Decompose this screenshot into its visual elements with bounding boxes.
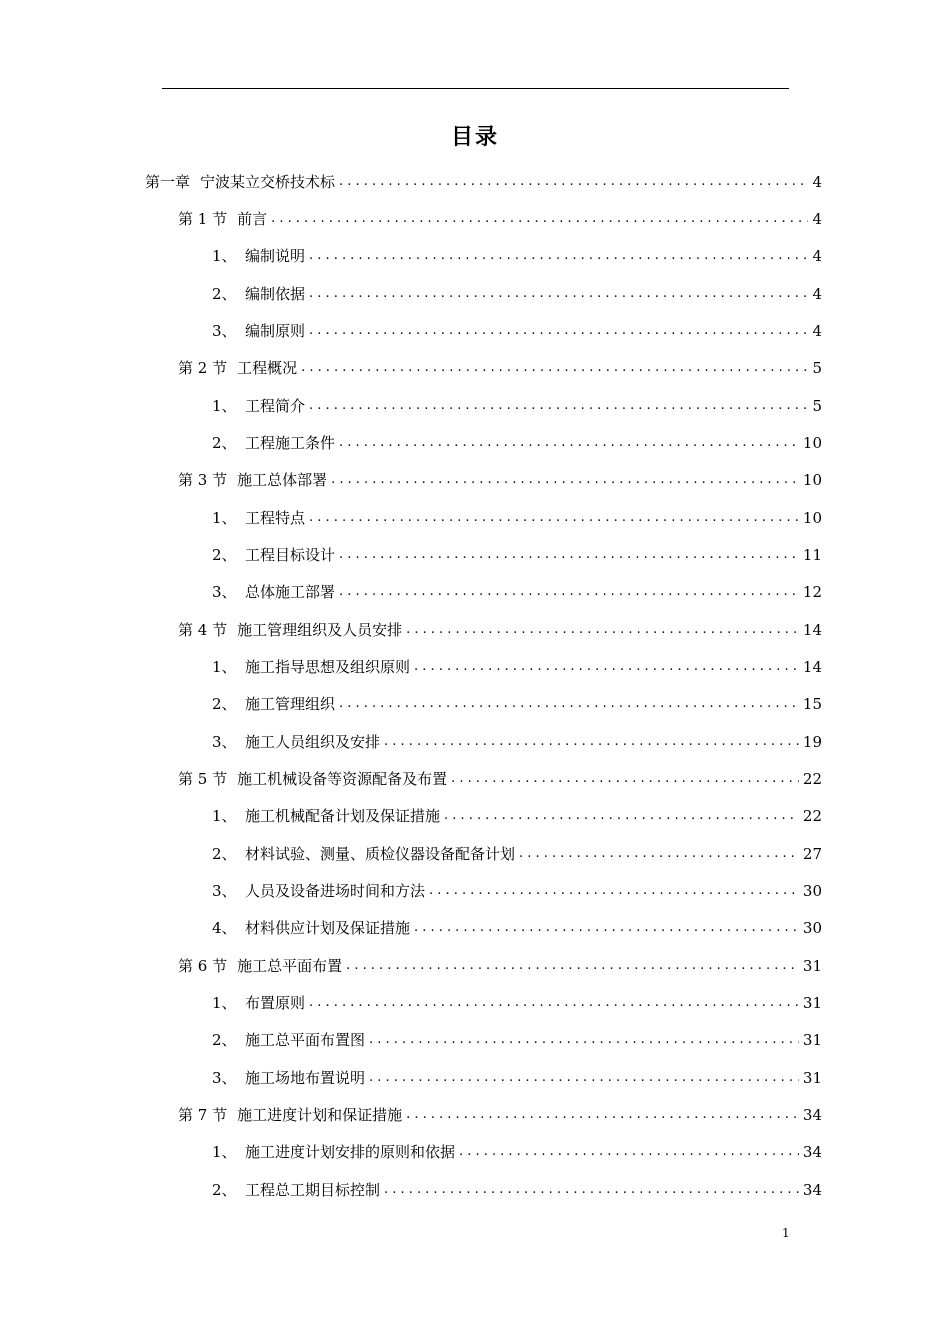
toc-entry-page: 31 — [802, 1069, 822, 1087]
page-number: 1 — [782, 1226, 790, 1240]
toc-entry-page: 5 — [812, 397, 822, 415]
toc-entry-section-1[interactable] — [178, 207, 822, 229]
toc-entry-section-2[interactable] — [178, 356, 822, 378]
toc-entry-number: 3、 — [212, 322, 237, 340]
toc-entry-text: 工程总工期目标控制 — [245, 1181, 381, 1199]
toc-entry-number: 2、 — [212, 1031, 237, 1049]
dot-leader — [339, 433, 799, 453]
toc-entry-page: 34 — [802, 1106, 822, 1124]
dot-leader — [309, 993, 799, 1013]
toc-entry-item[interactable] — [212, 431, 822, 453]
toc-entry-number: 1、 — [212, 807, 237, 825]
toc-entry-text: 施工场地布置说明 — [245, 1069, 366, 1087]
toc-entry-page: 30 — [802, 919, 822, 937]
toc-entry-text: 施工总平面布置 — [237, 957, 343, 975]
toc-entry-section-6[interactable] — [178, 954, 822, 976]
toc-entry-page: 4 — [812, 285, 822, 303]
toc-entry-text: 施工指导思想及组织原则 — [245, 658, 411, 676]
toc-entry-number: 2、 — [212, 1181, 237, 1199]
toc-entry-number: 1、 — [212, 994, 237, 1012]
dot-leader — [459, 1142, 799, 1162]
toc-entry-text: 布置原则 — [245, 994, 306, 1012]
toc-entry-item[interactable] — [212, 1066, 822, 1088]
toc-entry-number: 2、 — [212, 546, 237, 564]
toc-entry-page: 10 — [802, 471, 822, 489]
toc-entry-text: 工程施工条件 — [245, 434, 336, 452]
toc-entry-text: 材料供应计划及保证措施 — [245, 919, 411, 937]
toc-entry-item[interactable] — [212, 1178, 822, 1200]
toc-entry-number: 第 3 节 — [178, 471, 228, 489]
toc-entry-number: 3、 — [212, 733, 237, 751]
toc-entry-item[interactable] — [212, 730, 822, 752]
toc-entry-text: 人员及设备进场时间和方法 — [245, 882, 426, 900]
toc-entry-page: 31 — [802, 1031, 822, 1049]
toc-entry-text: 施工管理组织及人员安排 — [237, 621, 403, 639]
toc-entry-text: 施工机械设备等资源配备及布置 — [237, 770, 448, 788]
dot-leader — [309, 508, 799, 528]
toc-entry-text: 施工进度计划和保证措施 — [237, 1106, 403, 1124]
toc-entry-text: 施工管理组织 — [245, 695, 336, 713]
toc-entry-item[interactable] — [212, 1140, 822, 1162]
toc-entry-item[interactable] — [212, 282, 822, 304]
toc-entry-number: 1、 — [212, 247, 237, 265]
dot-leader — [384, 1180, 799, 1200]
toc-entry-page: 27 — [802, 845, 822, 863]
toc-entry-page: 30 — [802, 882, 822, 900]
dot-leader — [519, 844, 799, 864]
toc-entry-page: 34 — [802, 1143, 822, 1161]
toc-entry-text: 施工进度计划安排的原则和依据 — [245, 1143, 456, 1161]
toc-entry-chapter-1[interactable] — [145, 170, 822, 192]
toc-entry-item[interactable] — [212, 842, 822, 864]
toc-entry-number: 第 2 节 — [178, 359, 228, 377]
toc-entry-number: 第 1 节 — [178, 210, 228, 228]
toc-entry-text: 施工总平面布置图 — [245, 1031, 366, 1049]
dot-leader — [451, 769, 799, 789]
toc-entry-page: 15 — [802, 695, 822, 713]
toc-entry-item[interactable] — [212, 580, 822, 602]
toc-entry-number: 3、 — [212, 882, 237, 900]
dot-leader — [339, 545, 799, 565]
toc-entry-item[interactable] — [212, 1028, 822, 1050]
dot-leader — [339, 582, 799, 602]
toc-entry-item[interactable] — [212, 692, 822, 714]
toc-entry-page: 22 — [802, 770, 822, 788]
toc-entry-number: 第 5 节 — [178, 770, 228, 788]
toc-entry-text: 工程目标设计 — [245, 546, 336, 564]
toc-entry-item[interactable] — [212, 991, 822, 1013]
toc-entry-page: 34 — [802, 1181, 822, 1199]
toc-entry-number: 3、 — [212, 583, 237, 601]
toc-entry-item[interactable] — [212, 319, 822, 341]
toc-entry-number: 4、 — [212, 919, 237, 937]
dot-leader — [309, 284, 808, 304]
toc-title: 目录 — [450, 125, 499, 150]
dot-leader — [346, 956, 799, 976]
toc-entry-page: 10 — [802, 509, 822, 527]
toc-entry-item[interactable] — [212, 506, 822, 528]
toc-entry-text: 工程简介 — [245, 397, 306, 415]
dot-leader — [339, 172, 808, 192]
dot-leader — [406, 1105, 799, 1125]
toc-entry-number: 第 7 节 — [178, 1106, 228, 1124]
toc-entry-text: 总体施工部署 — [245, 583, 336, 601]
toc-entry-page: 19 — [802, 733, 822, 751]
dot-leader — [331, 470, 799, 490]
dot-leader — [309, 396, 808, 416]
toc-entry-text: 施工人员组织及安排 — [245, 733, 381, 751]
dot-leader — [369, 1068, 799, 1088]
toc-entry-text: 宁波某立交桥技术标 — [200, 173, 336, 191]
toc-entry-number: 1、 — [212, 397, 237, 415]
toc-entry-text: 施工总体部署 — [237, 471, 328, 489]
toc-entry-text: 前言 — [237, 210, 268, 228]
toc-entry-item[interactable] — [212, 804, 822, 826]
dot-leader — [309, 321, 808, 341]
dot-leader — [406, 620, 799, 640]
toc-entry-page: 14 — [802, 658, 822, 676]
toc-entry-section-4[interactable] — [178, 618, 822, 640]
dot-leader — [444, 806, 799, 826]
toc-entry-text: 施工机械配备计划及保证措施 — [245, 807, 441, 825]
toc-entry-item[interactable] — [212, 916, 822, 938]
toc-entry-number: 第一章 — [145, 173, 191, 191]
toc-entry-page: 31 — [802, 994, 822, 1012]
dot-leader — [414, 657, 799, 677]
toc-entry-page: 4 — [812, 247, 822, 265]
toc-entry-section-3[interactable] — [178, 468, 822, 490]
toc-entry-number: 2、 — [212, 845, 237, 863]
dot-leader — [429, 881, 799, 901]
toc-entry-page: 4 — [812, 210, 822, 228]
toc-entry-item[interactable] — [212, 543, 822, 565]
toc-entry-page: 4 — [812, 322, 822, 340]
dot-leader — [384, 732, 799, 752]
toc-entry-number: 1、 — [212, 509, 237, 527]
toc-entry-page: 22 — [802, 807, 822, 825]
dot-leader — [339, 694, 799, 714]
toc-entry-section-7[interactable] — [178, 1103, 822, 1125]
toc-entry-number: 2、 — [212, 695, 237, 713]
header-rule — [162, 88, 789, 89]
dot-leader — [309, 246, 808, 266]
toc-entry-text: 编制依据 — [245, 285, 306, 303]
toc-entry-item[interactable] — [212, 244, 822, 266]
toc-entry-text: 工程概况 — [237, 359, 298, 377]
toc-entry-number: 第 6 节 — [178, 957, 228, 975]
toc-entry-text: 材料试验、测量、质检仪器设备配备计划 — [245, 845, 516, 863]
dot-leader — [369, 1030, 799, 1050]
dot-leader — [414, 918, 799, 938]
toc-entry-text: 工程特点 — [245, 509, 306, 527]
toc-entry-page: 5 — [812, 359, 822, 377]
toc-entry-text: 编制原则 — [245, 322, 306, 340]
toc-entry-page: 4 — [812, 173, 822, 191]
toc-entry-number: 2、 — [212, 434, 237, 452]
toc-entry-number: 第 4 节 — [178, 621, 228, 639]
toc-entry-item[interactable] — [212, 394, 822, 416]
toc-entry-number: 1、 — [212, 1143, 237, 1161]
toc-entry-item[interactable] — [212, 655, 822, 677]
dot-leader — [271, 209, 808, 229]
toc-entry-page: 12 — [802, 583, 822, 601]
toc-entry-page: 14 — [802, 621, 822, 639]
toc-entry-section-5[interactable] — [178, 767, 822, 789]
toc-entry-number: 3、 — [212, 1069, 237, 1087]
dot-leader — [301, 358, 808, 378]
toc-entry-number: 1、 — [212, 658, 237, 676]
toc-entry-page: 11 — [802, 546, 822, 564]
toc-entry-number: 2、 — [212, 285, 237, 303]
toc-entry-item[interactable] — [212, 879, 822, 901]
toc-entry-page: 31 — [802, 957, 822, 975]
toc-entry-page: 10 — [802, 434, 822, 452]
toc-entry-text: 编制说明 — [245, 247, 306, 265]
